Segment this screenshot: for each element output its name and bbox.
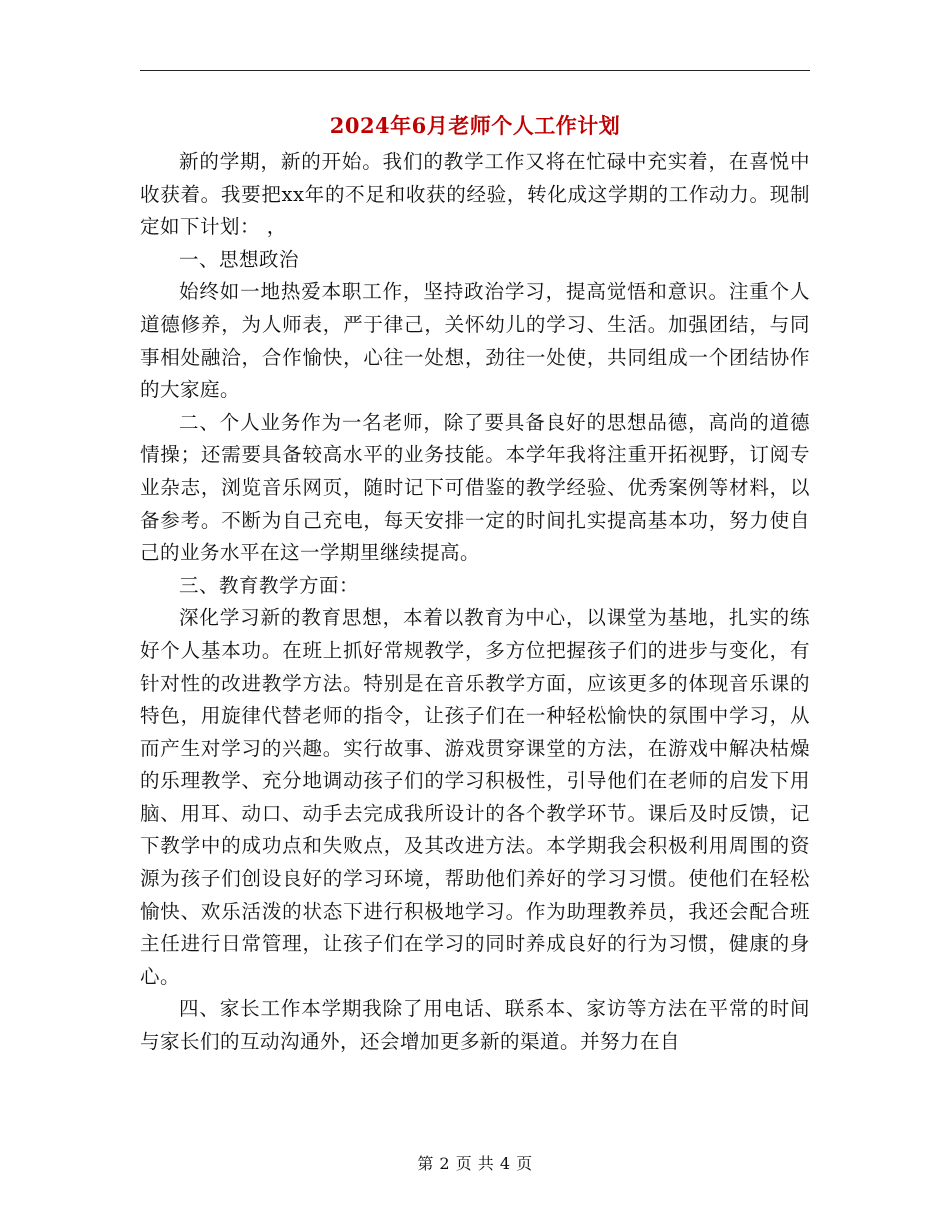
paragraph-parents: 四、家长工作本学期我除了用电话、联系本、家访等方法在平常的时间与家长们的互动沟通外，还会增加更多新的渠道。并努力在自 bbox=[140, 997, 810, 1054]
paragraph-professional: 二、个人业务作为一名老师，除了要具备良好的思想品德，高尚的道德情操；还需要具备较高水平的业务技能。本学年我将注重开拓视野，订阅专业杂志，浏览音乐网页，随时记下可借鉴的教学经验、优秀案例等材料，以备参考。不断为自己充电，每天安排一定的时间扎实提高基本功，努力使自己的业务水平在这一学期里继续提高。 bbox=[140, 410, 810, 565]
paragraph-politics: 始终如一地热爱本职工作，坚持政治学习，提高觉悟和意识。注重个人道德修养，为人师表，严于律己，关怀幼儿的学习、生活。加强团结，与同事相处融洽，合作愉快，心往一处想，劲往一处使，共同组成一个团结协作的大家庭。 bbox=[140, 280, 810, 402]
paragraph-intro: 新的学期，新的开始。我们的教学工作又将在忙碌中充实着，在喜悦中收获着。我要把xx年的不足和收获的经验，转化成这学期的工作动力。现制定如下计划： ， bbox=[140, 150, 810, 239]
paragraph-teaching: 深化学习新的教育思想，本着以教育为中心，以课堂为基地，扎实的练好个人基本功。在班上抓好常规教学，多方位把握孩子们的进步与变化，有针对性的改进教学方法。特别是在音乐教学方面，应该更多的体现音乐课的特色，用旋律代替老师的指令，让孩子们在一种轻松愉快的氛围中学习，从而产生对学习的兴趣。实行故事、游戏贯穿课堂的方法，在游戏中解决枯燥的乐理教学、充分地调动孩子们的学习积极性，引导他们在老师的启发下用脑、用耳、动口、动手去完成我所设计的各个教学环节。课后及时反馈，记下教学中的成功点和失败点，及其改进方法。本学期我会积极利用周围的资源为孩子们创设良好的学习环境，帮助他们养好的学习习惯。使他们在轻松愉快、欢乐活泼的状态下进行积极地学习。作为助理教养员，我还会配合班主任进行日常管理，让孩子们在学习的同时养成良好的行为习惯，健康的身心。 bbox=[140, 606, 810, 988]
heading-politics: 一、思想政治 bbox=[179, 247, 300, 271]
page-number: 第 2 页 共 4 页 bbox=[417, 1154, 533, 1173]
header-rule bbox=[140, 70, 810, 71]
heading-teaching: 三、教育教学方面： bbox=[179, 573, 360, 597]
document-title: 2024年6月老师个人工作计划 bbox=[329, 113, 621, 138]
document-body bbox=[140, 146, 810, 1059]
